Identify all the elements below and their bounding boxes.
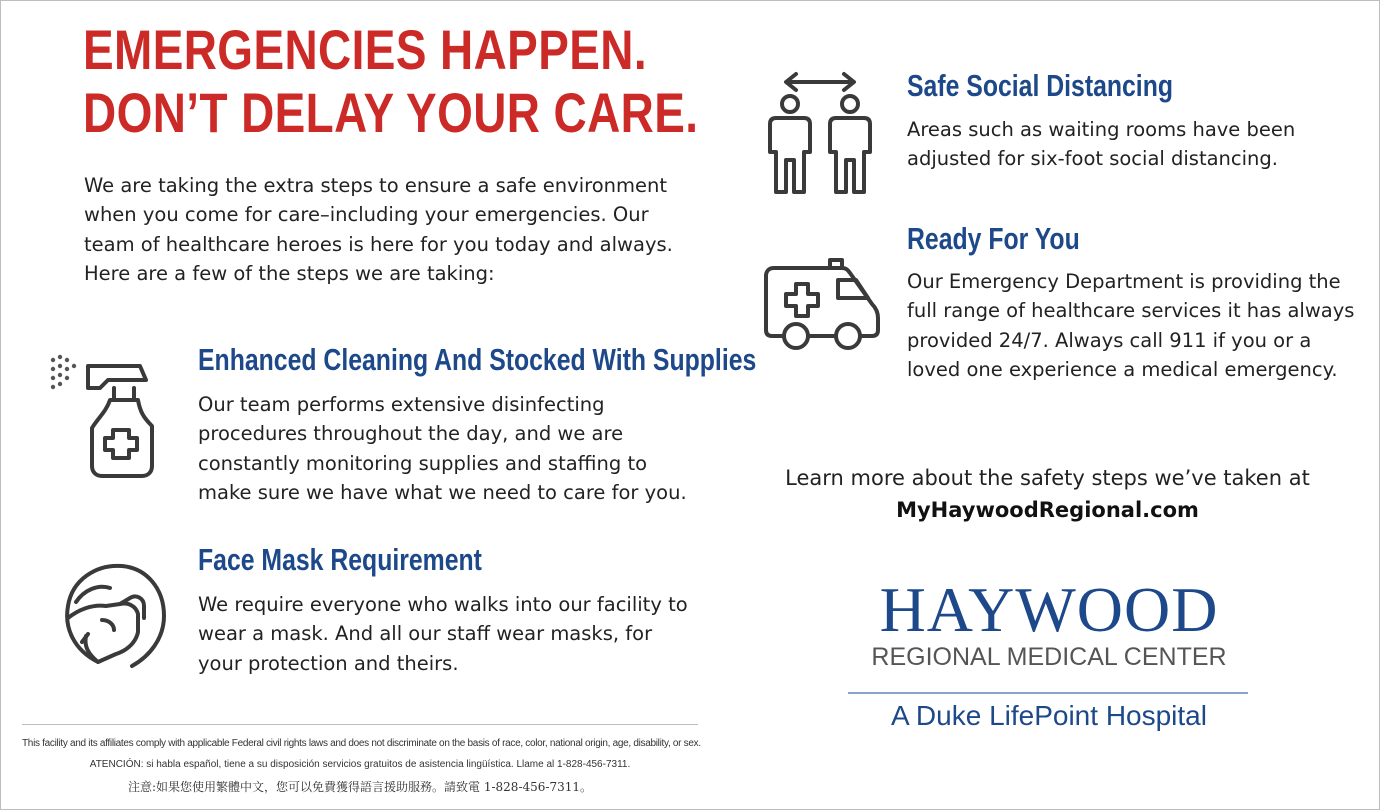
section-title-social-distancing: Safe Social Distancing <box>907 68 1173 103</box>
footer-spanish-notice: ATENCIÓN: si habla español, tiene a su disposición servicios gratuitos de asistencia lingüística. Llame al 1-828-456-7311. <box>89 759 631 770</box>
footer-chinese-notice: 注意:如果您使用繁體中文，您可以免費獲得語言援助服務。請致電 1-828-456-7311。 <box>127 780 592 794</box>
logo-tagline: A Duke LifePoint Hospital <box>891 700 1207 731</box>
section-body-social-distancing: Areas such as waiting rooms have been adjusted for six-foot social distancing. <box>907 118 1296 171</box>
spray-bottle-icon <box>48 352 160 480</box>
ambulance-icon <box>760 256 884 352</box>
section-title-cleaning: Enhanced Cleaning And Stocked With Supplies <box>198 342 757 377</box>
face-mask-icon <box>58 558 170 676</box>
headline <box>83 18 698 144</box>
learn-more-text: Learn more about the safety steps we’ve taken at <box>785 466 1310 490</box>
logo-name: HAYWOOD <box>879 574 1219 645</box>
logo-divider <box>848 692 1248 694</box>
footer-nondiscrimination: This facility and its affiliates comply with applicable Federal civil rights laws and does not discriminate on the basis of race, color, national origin, age, disability, or sex. <box>22 738 701 749</box>
headline-line-2: DON’T DELAY YOUR CARE. <box>83 81 699 144</box>
section-title-ready: Ready For You <box>907 221 1080 256</box>
intro-paragraph: We are taking the extra steps to ensure a safe environment when you come for care–including your emergencies. Our team of healthcare heroes is here for you today and always. Here are a few of the steps we are taking: <box>84 174 673 285</box>
section-body-face-mask: We require everyone who walks into our facility to wear a mask. And all our staff wear masks, for your protection and theirs. <box>198 593 688 675</box>
logo-subtitle: REGIONAL MEDICAL CENTER <box>871 643 1227 671</box>
section-body-cleaning: Our team performs extensive disinfecting procedures throughout the day, and we are constantly monitoring supplies and staffing to make sure we have what we need to care for you. <box>198 393 687 504</box>
section-title-face-mask: Face Mask Requirement <box>198 542 482 577</box>
footer-divider <box>22 724 698 725</box>
headline-line-1: EMERGENCIES HAPPEN. <box>83 18 648 81</box>
section-body-ready: Our Emergency Department is providing the full range of healthcare services it has always provided 24/7. Always call 911 if you or a loved one experience a medical emergency. <box>907 270 1355 381</box>
social-distancing-icon <box>764 68 876 196</box>
learn-more-url: MyHaywoodRegional.com <box>896 498 1199 522</box>
